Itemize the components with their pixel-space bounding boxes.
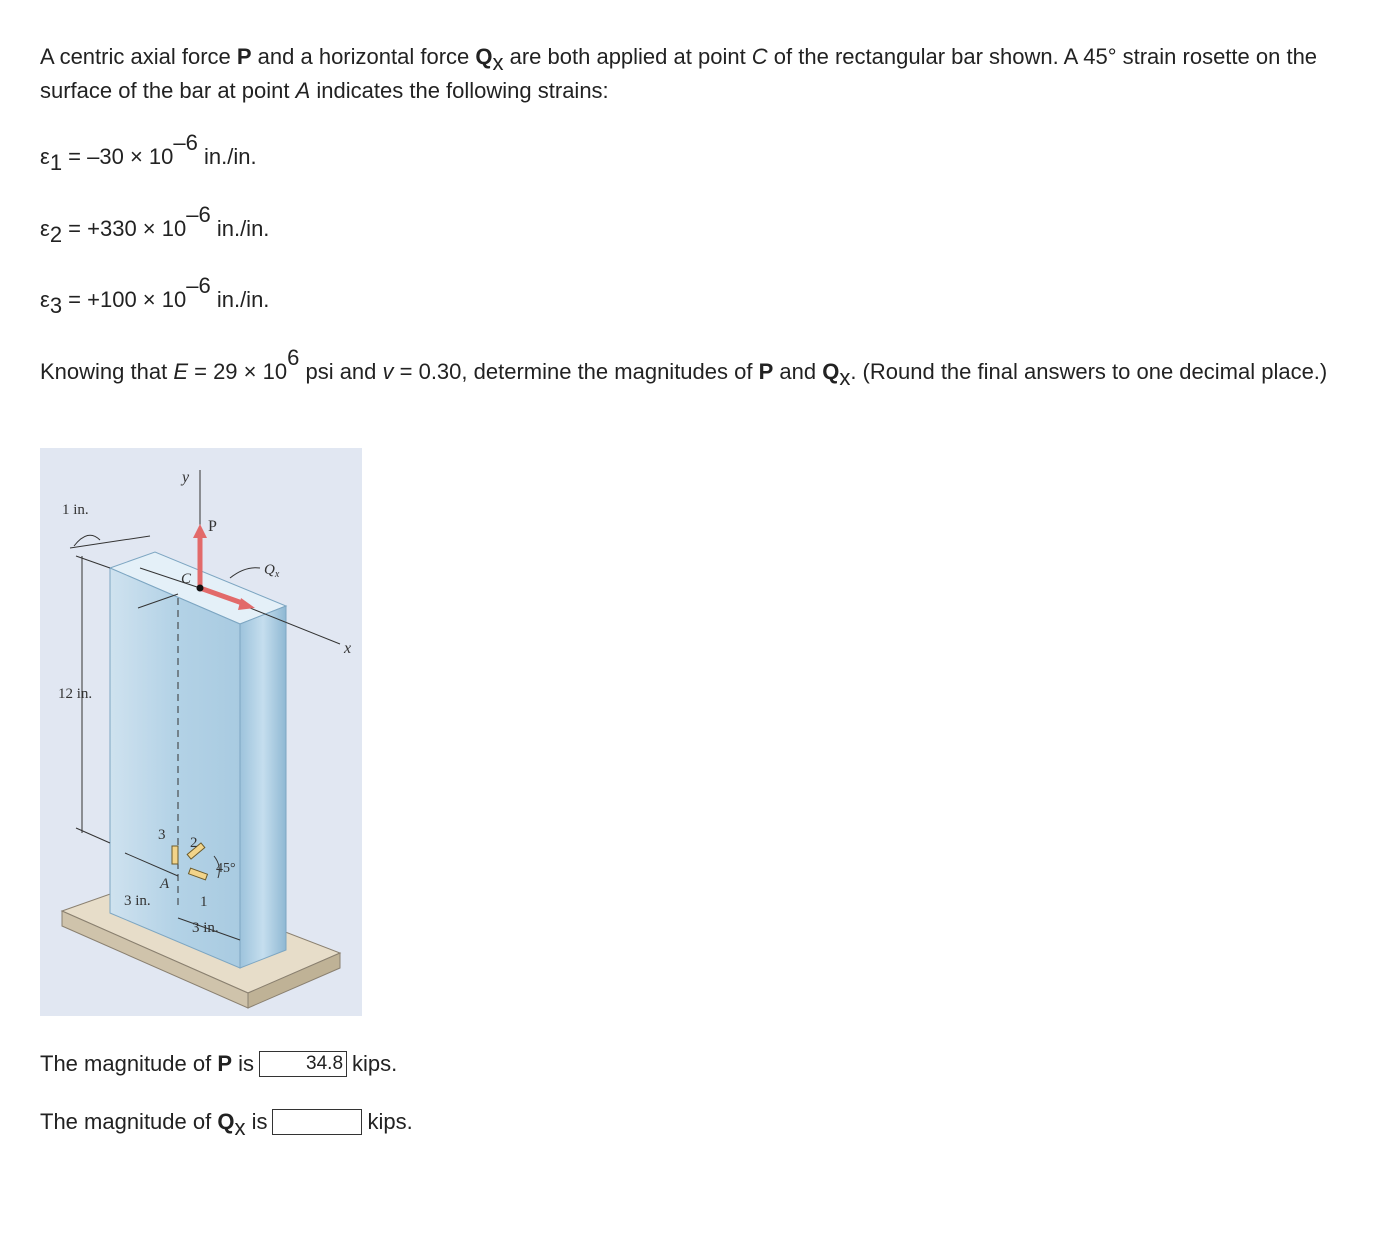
answer-p-row <box>40 1047 397 1081</box>
answer-q-text: The magnitude of <box>40 1109 218 1134</box>
x-label: x <box>344 640 352 657</box>
problem-question: Knowing that E = 29 × 106 psi and v = 0.30, determine the magnitudes of P and Qx. (Round the final answers to one decimal place.) <box>40 345 1328 390</box>
q-leader <box>230 568 260 578</box>
answer-q-input[interactable] <box>272 1109 362 1135</box>
point-c-dot <box>197 585 204 592</box>
dim-12-bot-ext <box>76 828 110 843</box>
bar-side-face <box>240 606 286 968</box>
strain-2: ε2 = +330 × 10–6 in./in. <box>40 202 270 247</box>
problem-intro: A centric axial force P and a horizontal force Qx are both applied at point C of the rectangular bar shown. A 45° strain rosette on the surface of the bar at point A indicates the following strains: <box>40 44 1318 103</box>
bar-figure <box>40 448 362 1016</box>
strain-1: ε1 = –30 × 10–6 in./in. <box>40 130 257 175</box>
dim-1-in-label: 1 in. <box>62 502 89 518</box>
y-label: y <box>182 469 190 486</box>
gauge-1-label: 1 <box>200 894 208 910</box>
answer-p-unit: kips. <box>352 1051 398 1076</box>
answer-p-text: The magnitude of <box>40 1051 218 1076</box>
dim-3-in-right-label: 3 in. <box>192 920 219 936</box>
answer-q-unit: kips. <box>367 1109 413 1134</box>
answer-q-subscript: x <box>234 1115 246 1140</box>
answer-q-row <box>40 1105 413 1139</box>
answer-p-is: is <box>232 1051 255 1076</box>
bar-diagram <box>40 448 362 1016</box>
dim-12-top-ext <box>76 556 110 568</box>
c-label: C <box>181 571 192 587</box>
gauge-3-label: 3 <box>158 827 166 843</box>
gauge-2-label: 2 <box>190 835 198 851</box>
a-label: A <box>160 876 170 892</box>
p-arrow-head <box>193 524 207 538</box>
dim-3-in-left-label: 3 in. <box>124 893 151 909</box>
answer-p-input[interactable]: 34.8 <box>259 1051 347 1077</box>
dim-12-in-label: 12 in. <box>58 686 93 702</box>
answer-p-symbol: P <box>217 1051 233 1076</box>
gauge-3 <box>172 846 178 864</box>
angle-label: 45° <box>216 861 236 876</box>
answer-q-symbol: Q <box>217 1109 235 1134</box>
p-label: P <box>208 518 217 535</box>
q-label: $Q_x$ <box>264 562 280 580</box>
strain-3: ε3 = +100 × 10–6 in./in. <box>40 273 270 318</box>
answer-q-is: is <box>245 1109 268 1134</box>
